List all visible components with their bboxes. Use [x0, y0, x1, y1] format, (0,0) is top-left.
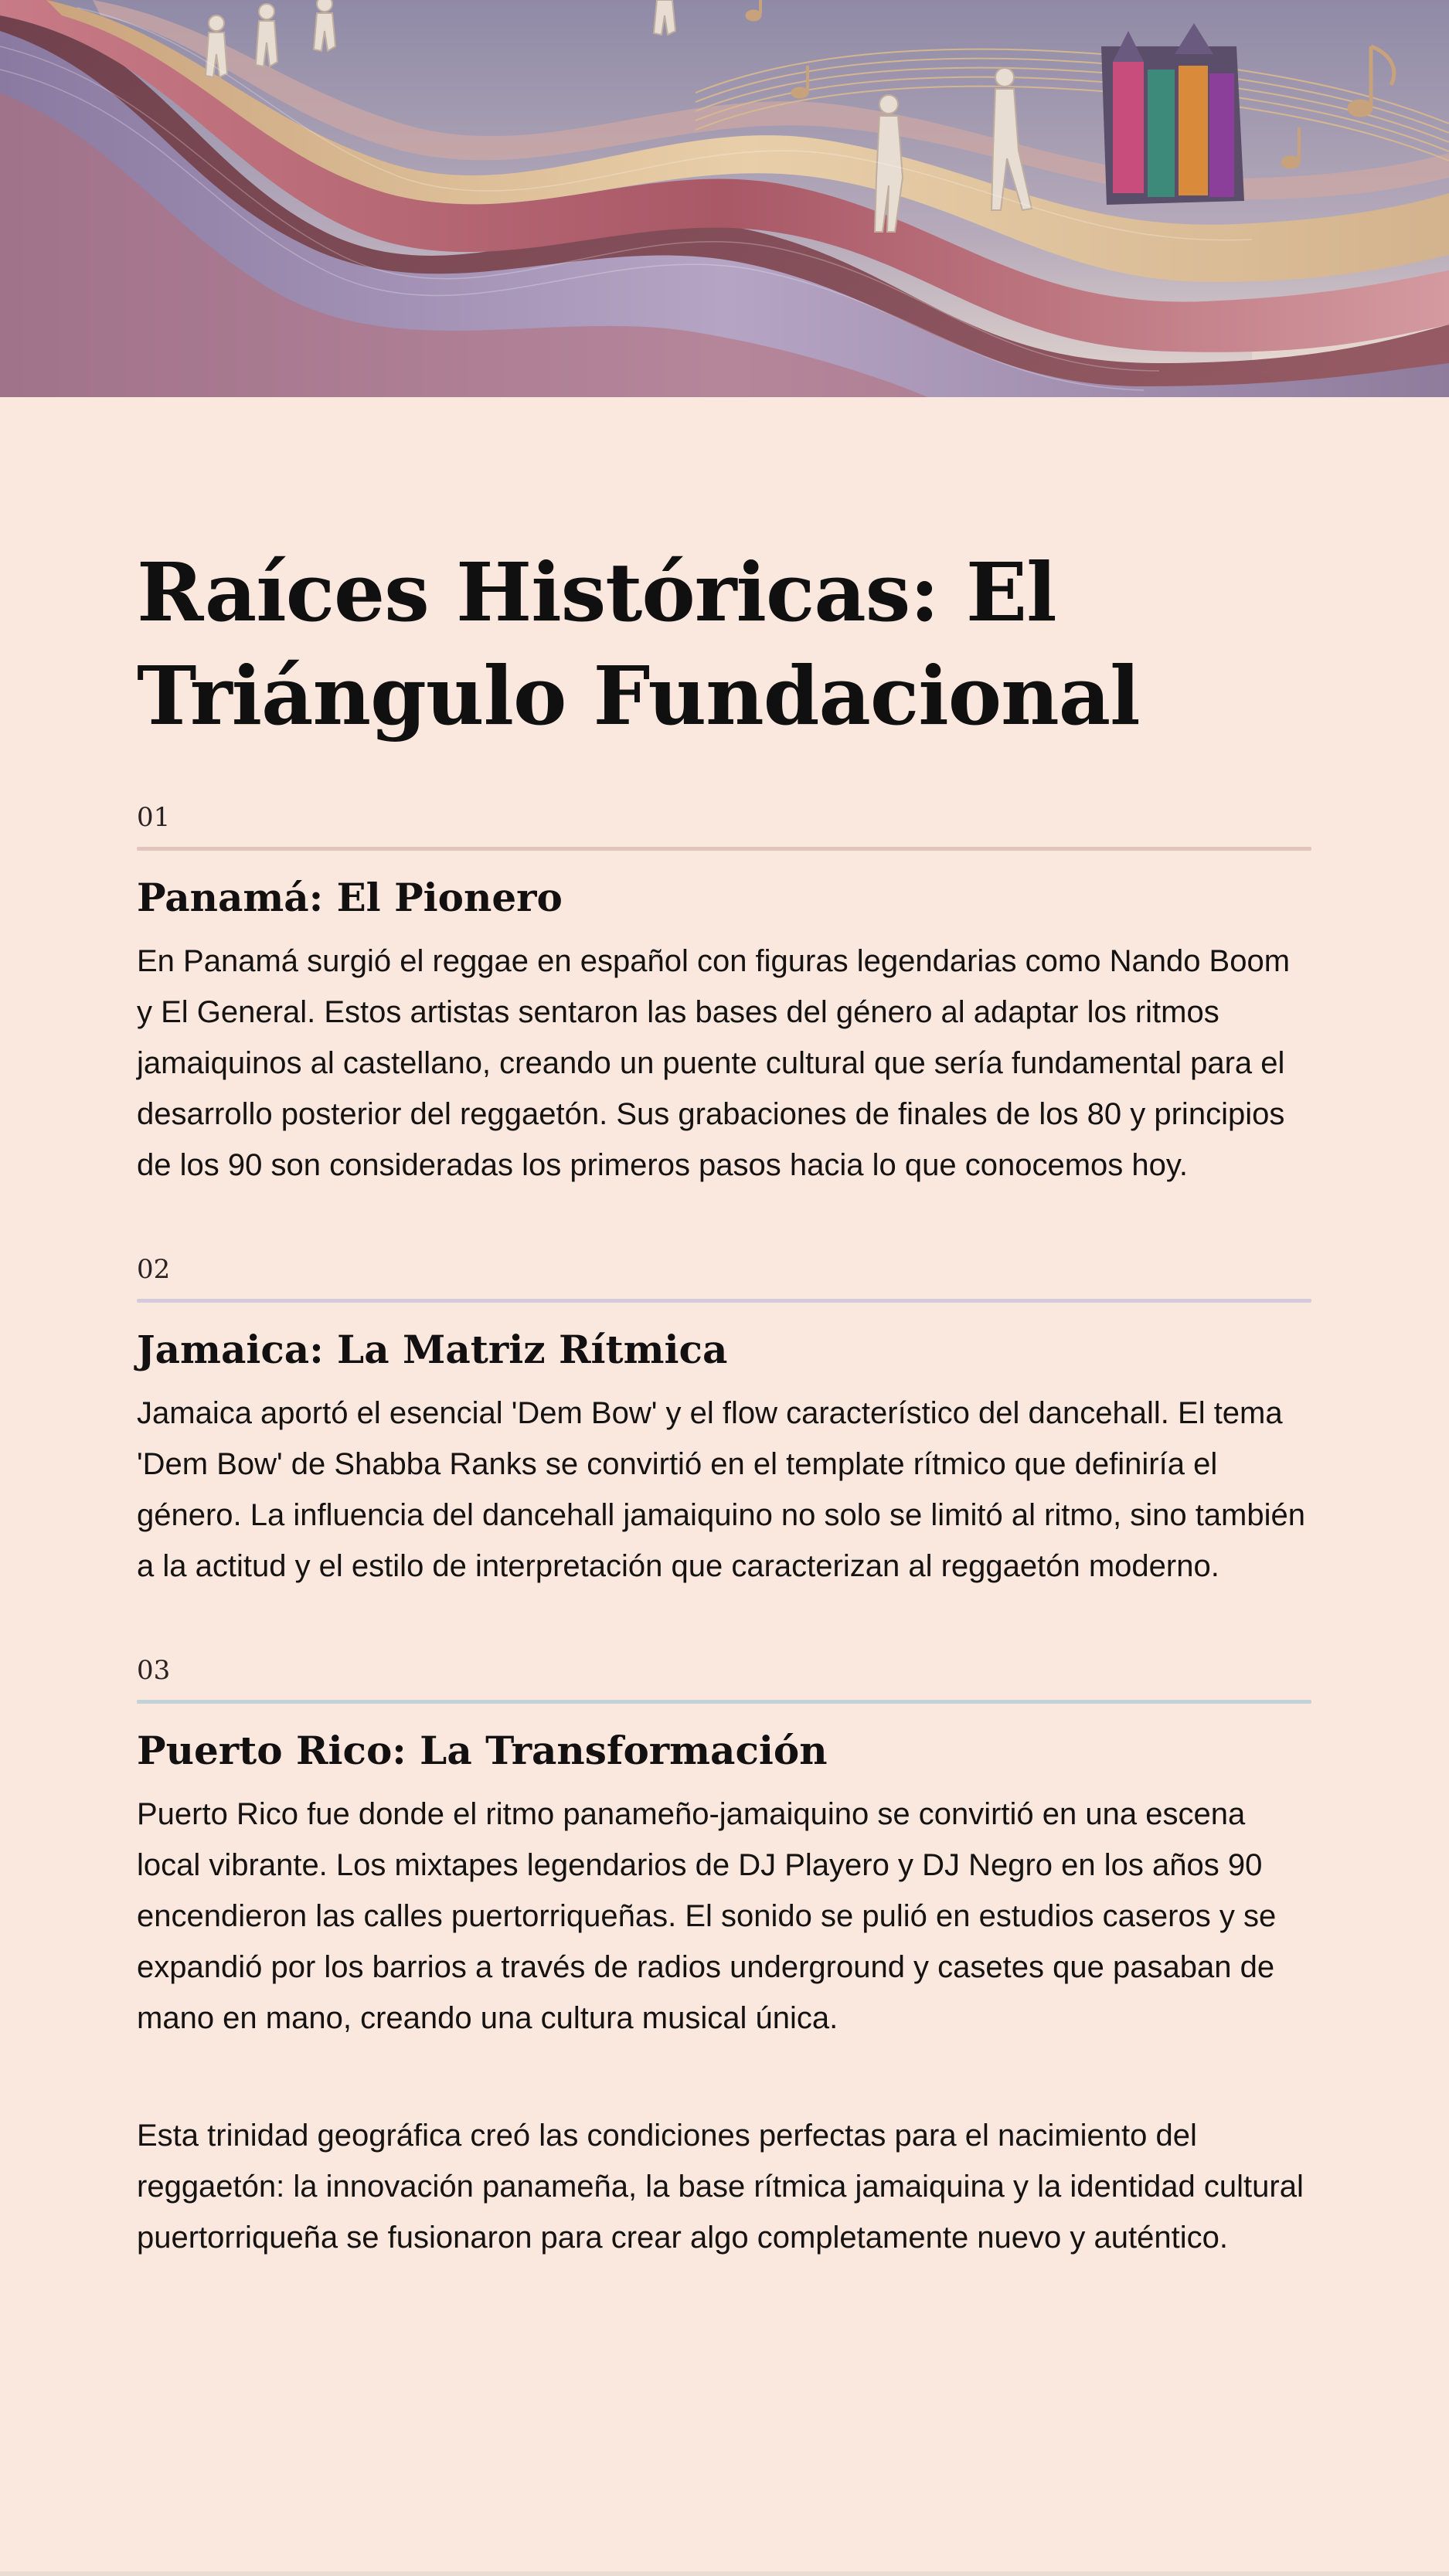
section-number: 01: [137, 802, 171, 833]
section-divider: [137, 1299, 1311, 1303]
section-jamaica: [137, 1254, 1311, 1592]
page-title: Raíces Históricas: El Triángulo Fundacional: [137, 545, 1140, 743]
section-panama: [137, 802, 1311, 1191]
section-body: Jamaica aportó el esencial 'Dem Bow' y el flow característico del dancehall. El tema 'Dem Bow' de Shabba Ranks se convirtió en el template rítmico que definiría el género. La influencia del dancehall jamaiquino no solo se limitó al ritmo, sino también a la actitud y el estilo de interpretación que caracterizan al reggaetón moderno.: [137, 1396, 1305, 1583]
hero-illustration: [0, 0, 1449, 397]
page-bottom-edge: [0, 2571, 1449, 2576]
hero-artwork: [0, 0, 1449, 397]
section-heading: Panamá: El Pionero: [137, 875, 563, 920]
section-number: 02: [137, 1254, 171, 1285]
section-body: Puerto Rico fue donde el ritmo panameño-jamaiquino se convirtió en una escena local vibrante. Los mixtapes legendarios de DJ Playero y DJ Negro en los años 90 encendieron las calles puertorriqueñas. El sonido se pulió en estudios caseros y se expandió por los barrios a través de radios underground y casetes que pasaban de mano en mano, creando una cultura musical única.: [137, 1797, 1277, 2035]
section-puerto-rico: [137, 1655, 1311, 2044]
section-divider: [137, 1700, 1311, 1704]
closing-paragraph: Esta trinidad geográfica creó las condiciones perfectas para el nacimiento del reggaetón: la innovación panameña, la base rítmica jamaiquina y la identidad cultural puertorriqueña se fusionaron para crear algo completamente nuevo y auténtico.: [137, 2119, 1304, 2255]
section-heading: Jamaica: La Matriz Rítmica: [137, 1327, 728, 1372]
section-number: 03: [137, 1655, 171, 1686]
article: [137, 541, 1311, 2263]
section-heading: Puerto Rico: La Transformación: [137, 1728, 828, 1773]
section-body: En Panamá surgió el reggae en español con figuras legendarias como Nando Boom y El General. Estos artistas sentaron las bases del género al adaptar los ritmos jamaiquinos al castellano, creando un puente cultural que sería fundamental para el desarrollo posterior del reggaetón. Sus grabaciones de finales de los 80 y principios de los 90 son consideradas los primeros pasos hacia lo que conocemos hoy.: [137, 944, 1291, 1182]
section-divider: [137, 847, 1311, 851]
